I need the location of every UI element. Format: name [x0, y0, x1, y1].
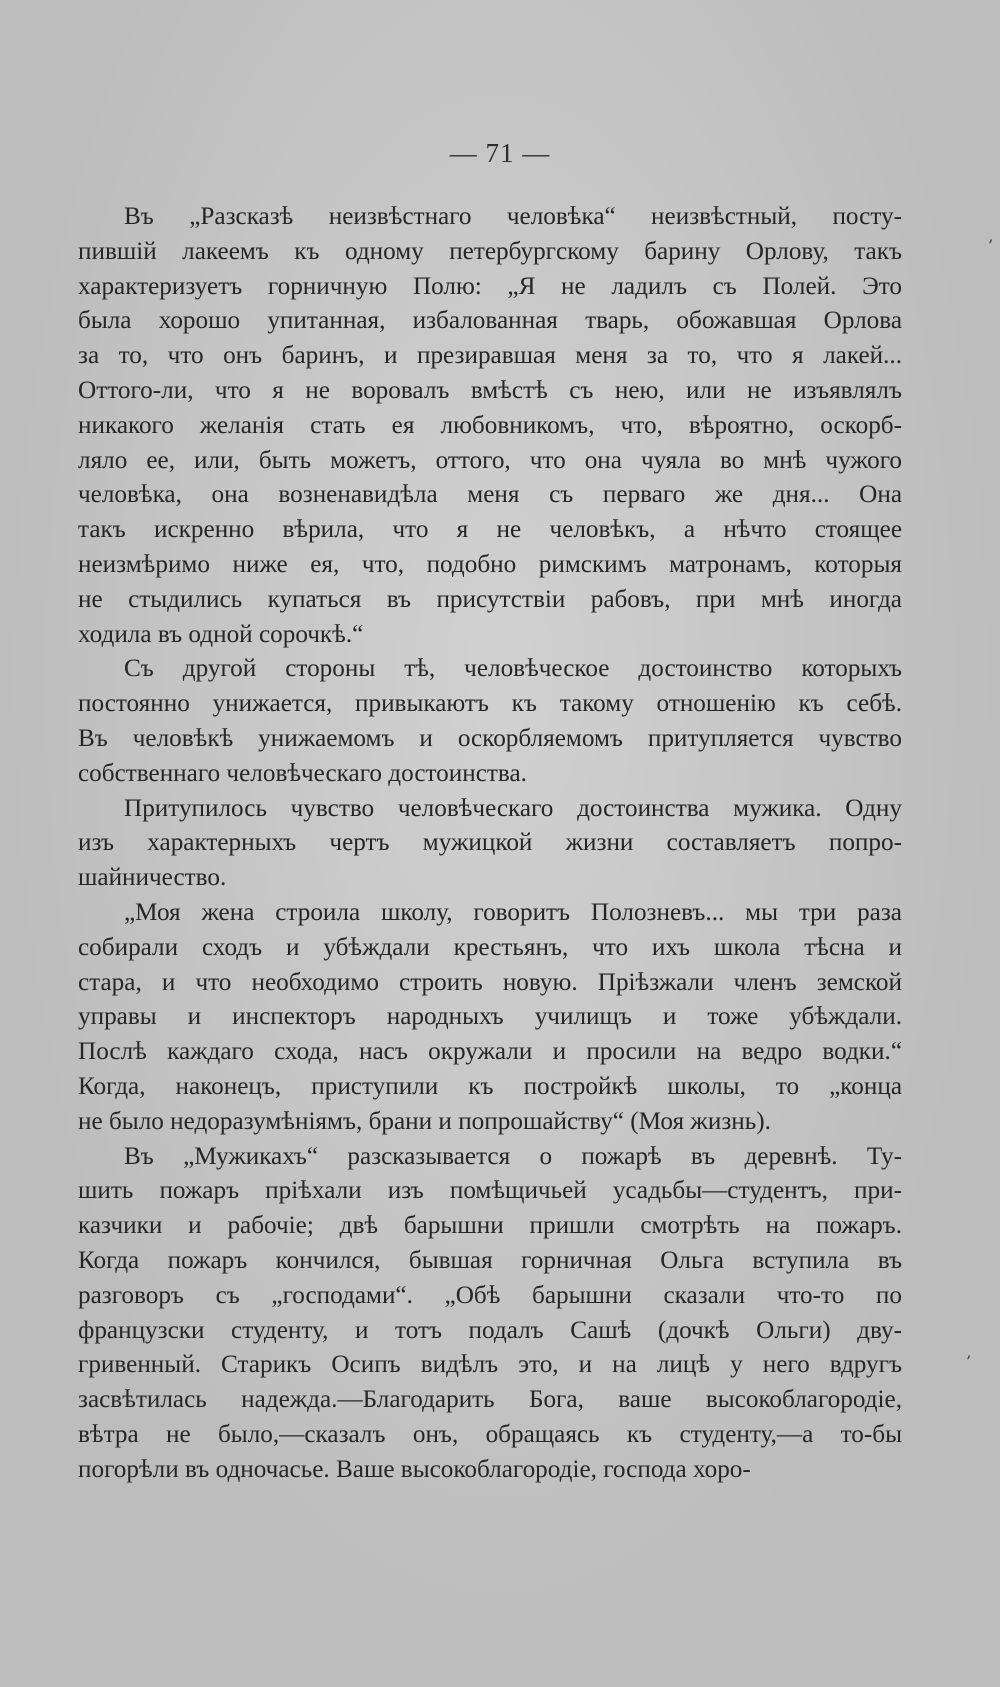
text-line: погорѣли въ одночасье. Ваше высокоблагородіе, господа хоро- [78, 1455, 751, 1483]
text-line: Притупилось чувство человѣческаго достоинства мужика. Одну [124, 794, 902, 822]
text-line: „Моя жена строила школу, говоритъ Полозневъ... мы три раза [124, 898, 902, 926]
text-line: управы и инспекторъ народныхъ училищъ и тоже убѣждали. [78, 1003, 902, 1031]
text-line: никакого желанія стать ея любовникомъ, что, вѣроятно, оскорб- [78, 411, 902, 439]
text-line: Съ другой стороны тѣ, человѣческое достоинство которыхъ [124, 655, 902, 683]
text-line: за то, что онъ баринъ, и презиравшая меня за то, что я лакей... [78, 342, 902, 370]
text-line: постоянно унижается, привыкаютъ къ такому отношенію къ себѣ. [78, 690, 902, 718]
paragraph [78, 896, 902, 1140]
text-line: шить пожаръ пріѣхали изъ помѣщичьей усадьбы—студентъ, при- [78, 1177, 902, 1205]
text-line: ляло ее, или, быть можетъ, оттого, что она чуяла во мнѣ чужого [78, 446, 902, 474]
text-line: такъ искренно вѣрила, что я не человѣкъ, а нѣчто стоящее [78, 516, 902, 544]
text-line: ходила въ одной сорочкѣ.“ [78, 620, 364, 648]
margin-mark-top: ’ [988, 236, 994, 255]
text-line: неизмѣримо ниже ея, что, подобно римскимъ матронамъ, которыя [78, 550, 902, 578]
text-line: засвѣтилась надежда.—Благодарить Бога, ваше высокоблагородіе, [78, 1386, 902, 1414]
text-line: разговоръ съ „господами“. „Обѣ барышни сказали что-то по [78, 1281, 902, 1309]
paragraph [78, 792, 902, 896]
text-line: не стыдились купаться въ присутствіи рабовъ, при мнѣ иногда [78, 585, 902, 613]
text-line: не было недоразумѣніямъ, брани и попрошайству“ (Моя жизнь). [78, 1107, 771, 1135]
text-line: изъ характерныхъ чертъ мужицкой жизни составляетъ попро- [78, 829, 902, 857]
text-line: казчики и рабочіе; двѣ барышни пришли смотрѣть на пожаръ. [78, 1212, 902, 1240]
paragraph [78, 1140, 902, 1488]
text-line: была хорошо упитанная, избалованная тварь, обожавшая Орлова [78, 307, 902, 335]
paragraph [78, 652, 902, 791]
text-line: французски студенту, и тотъ подалъ Сашѣ (дочкѣ Ольги) дву- [78, 1316, 902, 1344]
text-line: Послѣ каждаго схода, насъ окружали и просили на ведро водки.“ [78, 1038, 902, 1066]
text-line: характеризуетъ горничную Полю: „Я не ладилъ съ Полей. Это [78, 272, 902, 300]
text-line: Въ „Разсказѣ неизвѣстнаго человѣка“ неизвѣстный, посту- [124, 203, 902, 230]
page-text [78, 200, 902, 1487]
text-line: стара, и что необходимо строить новую. Пріѣзжали членъ земской [78, 968, 902, 996]
text-line: собирали сходъ и убѣждали крестьянъ, что ихъ школа тѣсна и [78, 933, 902, 961]
text-line: Когда, наконецъ, приступили къ постройкѣ школы, то „конца [78, 1072, 902, 1100]
text-line: пившій лакеемъ къ одному петербургскому барину Орлову, такъ [78, 237, 902, 265]
page-number: — 71 — [449, 138, 551, 168]
text-line: человѣка, она возненавидѣла меня съ перваго же дня... Она [78, 481, 902, 509]
text-line: гривенный. Старикъ Осипъ видѣлъ это, и на лицѣ у него вдругъ [78, 1351, 902, 1379]
text-line: Когда пожаръ кончился, бывшая горничная Ольга вступила въ [78, 1246, 902, 1274]
text-line: собственнаго человѣческаго достоинства. [78, 759, 527, 787]
text-line: шайничество. [78, 864, 227, 892]
text-line: вѣтра не было,—сказалъ онъ, обращаясь къ студенту,—а то-бы [78, 1420, 902, 1448]
text-line: Въ „Мужикахъ“ разсказывается о пожарѣ въ деревнѣ. Ту- [124, 1142, 902, 1170]
text-line: Въ человѣкѣ унижаемомъ и оскорбляемомъ притупляется чувство [78, 724, 902, 752]
paragraph [78, 200, 902, 652]
text-line: Оттого-ли, что я не воровалъ вмѣстѣ съ нею, или не изъявлялъ [78, 376, 902, 404]
margin-mark-bottom: ’ [966, 1352, 972, 1371]
